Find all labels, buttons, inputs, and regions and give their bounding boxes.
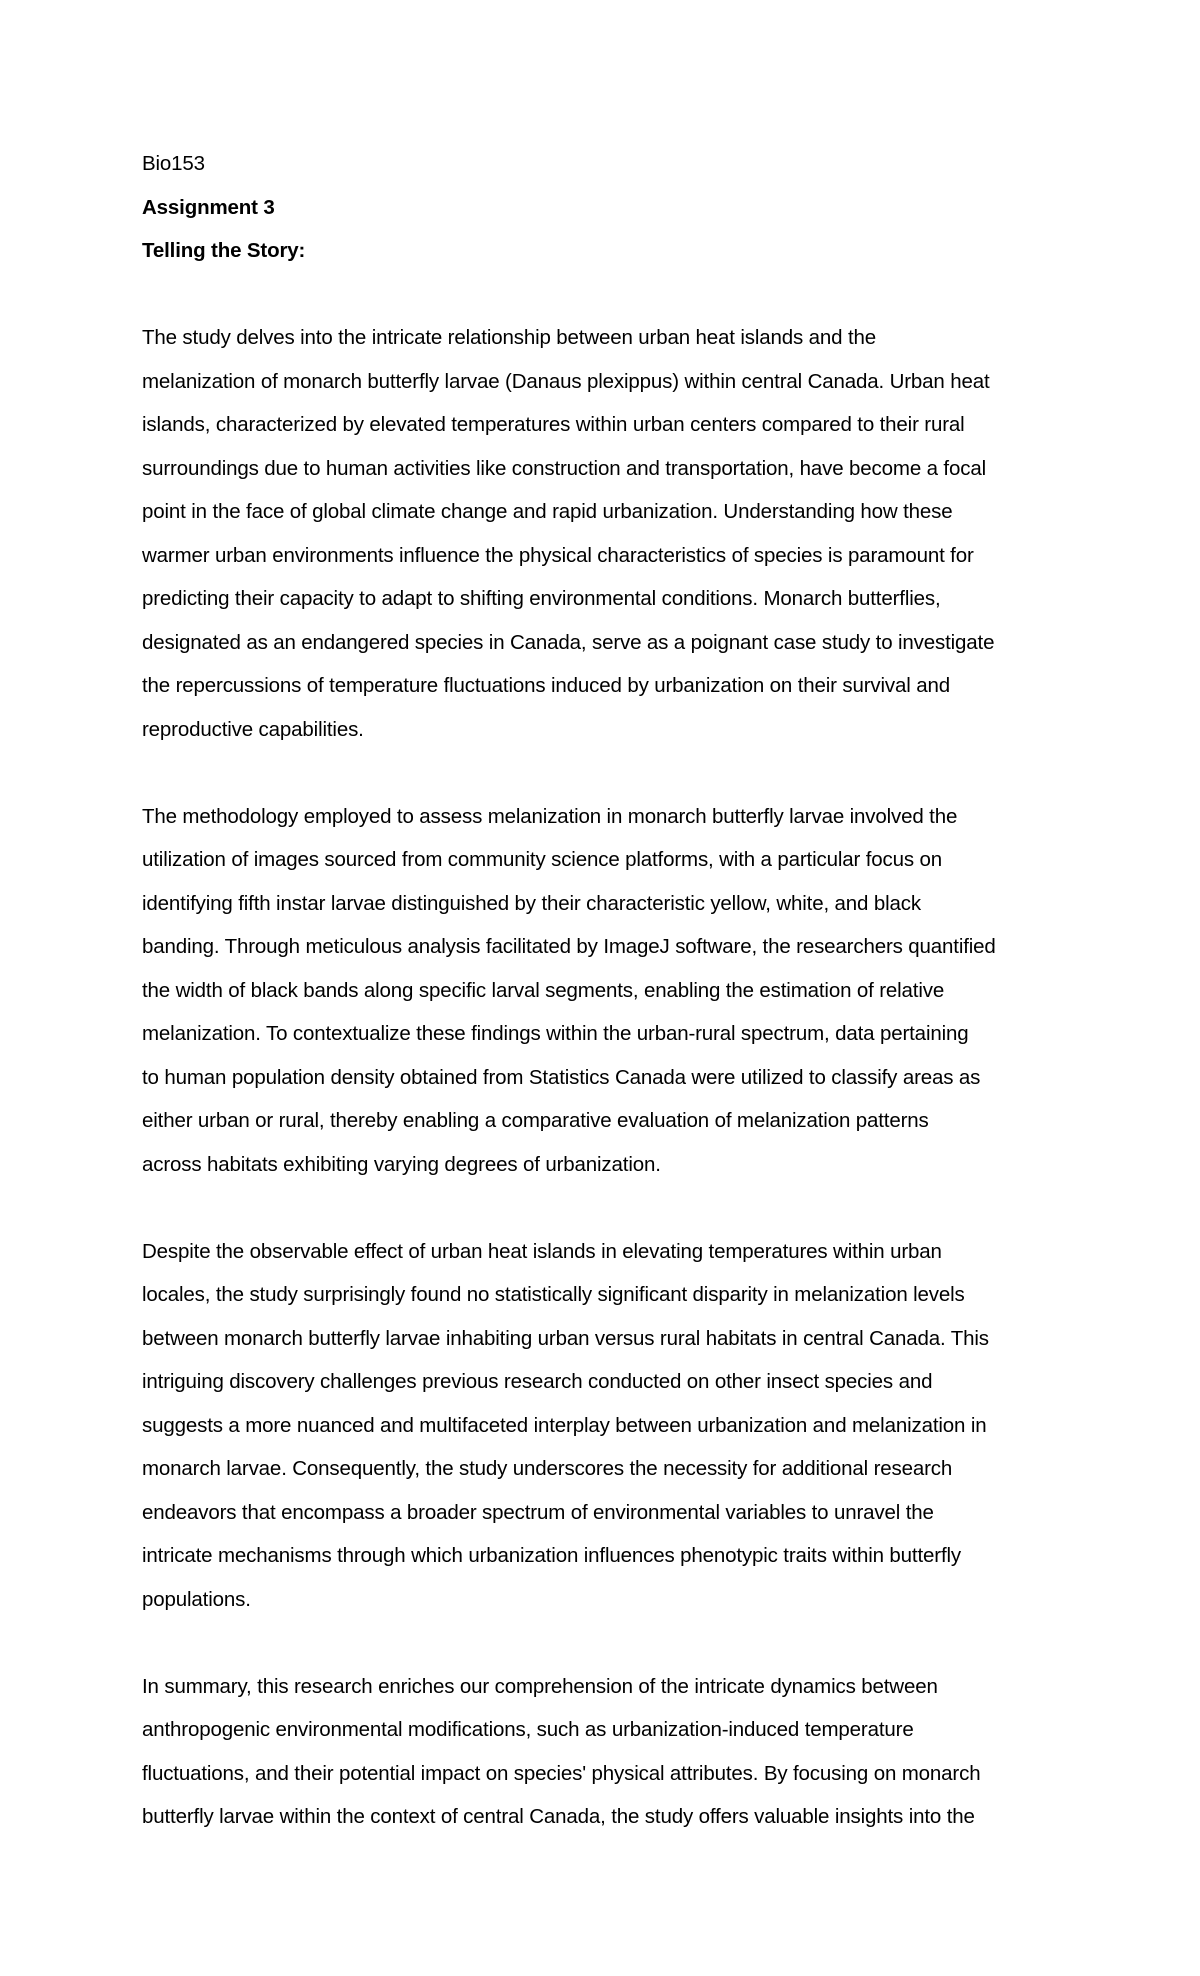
text-line: suggests a more nuanced and multifaceted interplay between urbanization and melanization in <box>142 1413 987 1437</box>
assignment-title: Assignment 3 <box>142 195 275 219</box>
text-line: between monarch butterfly larvae inhabiting urban versus rural habitats in central Canada. This <box>142 1326 989 1350</box>
text-line: In summary, this research enriches our comprehension of the intricate dynamics between <box>142 1674 938 1698</box>
text-line: Despite the observable effect of urban heat islands in elevating temperatures within urban <box>142 1239 942 1263</box>
paragraph-4 <box>142 1665 1072 1839</box>
text-line: intriguing discovery challenges previous research conducted on other insect species and <box>142 1370 933 1393</box>
paragraphs <box>142 316 1072 1839</box>
text-line: fluctuations, and their potential impact on species' physical attributes. By focusing on monarch <box>142 1761 981 1785</box>
text-line: The study delves into the intricate relationship between urban heat islands and the <box>142 326 876 349</box>
text-line: anthropogenic environmental modifications, such as urbanization-induced temperature <box>142 1718 914 1741</box>
paragraph-gap <box>142 751 1072 795</box>
text-line: utilization of images sourced from community science platforms, with a particular focus on <box>142 848 943 871</box>
document-body <box>142 142 1072 1839</box>
text-line: designated as an endangered species in Canada, serve as a poignant case study to investigate <box>142 630 995 654</box>
spacer <box>142 273 1072 317</box>
text-line: across habitats exhibiting varying degrees of urbanization. <box>142 1152 661 1176</box>
text-line: intricate mechanisms through which urbanization influences phenotypic traits within butterfly <box>142 1544 962 1567</box>
text-line: populations. <box>142 1587 251 1611</box>
paragraph-gap <box>142 1621 1072 1665</box>
paragraph-1 <box>142 316 1072 751</box>
text-line: predicting their capacity to adapt to shifting environmental conditions. Monarch butterflies, <box>142 587 941 610</box>
text-line: locales, the study surprisingly found no statistically significant disparity in melanization levels <box>142 1283 965 1306</box>
text-line: to human population density obtained from Statistics Canada were utilized to classify areas as <box>142 1065 981 1089</box>
course-code: Bio153 <box>142 152 205 175</box>
text-line: warmer urban environments influence the physical characteristics of species is paramount for <box>142 543 974 567</box>
text-line: islands, characterized by elevated temperatures within urban centers compared to their rural <box>142 413 965 436</box>
text-line: surroundings due to human activities like construction and transportation, have become a focal <box>142 456 986 480</box>
text-line: point in the face of global climate change and rapid urbanization. Understanding how these <box>142 500 953 523</box>
text-line: butterfly larvae within the context of central Canada, the study offers valuable insights into the <box>142 1805 975 1828</box>
text-line: banding. Through meticulous analysis facilitated by ImageJ software, the researchers quantified <box>142 935 996 958</box>
text-line: monarch larvae. Consequently, the study underscores the necessity for additional research <box>142 1457 953 1480</box>
section-title: Telling the Story: <box>142 239 306 262</box>
text-line: The methodology employed to assess melanization in monarch butterfly larvae involved the <box>142 804 958 828</box>
text-line: either urban or rural, thereby enabling a comparative evaluation of melanization patterns <box>142 1109 929 1132</box>
paragraph-2 <box>142 795 1072 1187</box>
text-line: reproductive capabilities. <box>142 717 364 741</box>
text-line: melanization. To contextualize these findings within the urban-rural spectrum, data pertaining <box>142 1022 969 1045</box>
text-line: the width of black bands along specific larval segments, enabling the estimation of relative <box>142 978 945 1002</box>
text-line: identifying fifth instar larvae distinguished by their characteristic yellow, white, and black <box>142 891 921 915</box>
text-line: endeavors that encompass a broader spectrum of environmental variables to unravel the <box>142 1500 934 1524</box>
text-line: the repercussions of temperature fluctuations induced by urbanization on their survival and <box>142 674 950 697</box>
paragraph-3 <box>142 1230 1072 1622</box>
paragraph-gap <box>142 1186 1072 1230</box>
text-line: melanization of monarch butterfly larvae (Danaus plexippus) within central Canada. Urban heat <box>142 369 990 393</box>
